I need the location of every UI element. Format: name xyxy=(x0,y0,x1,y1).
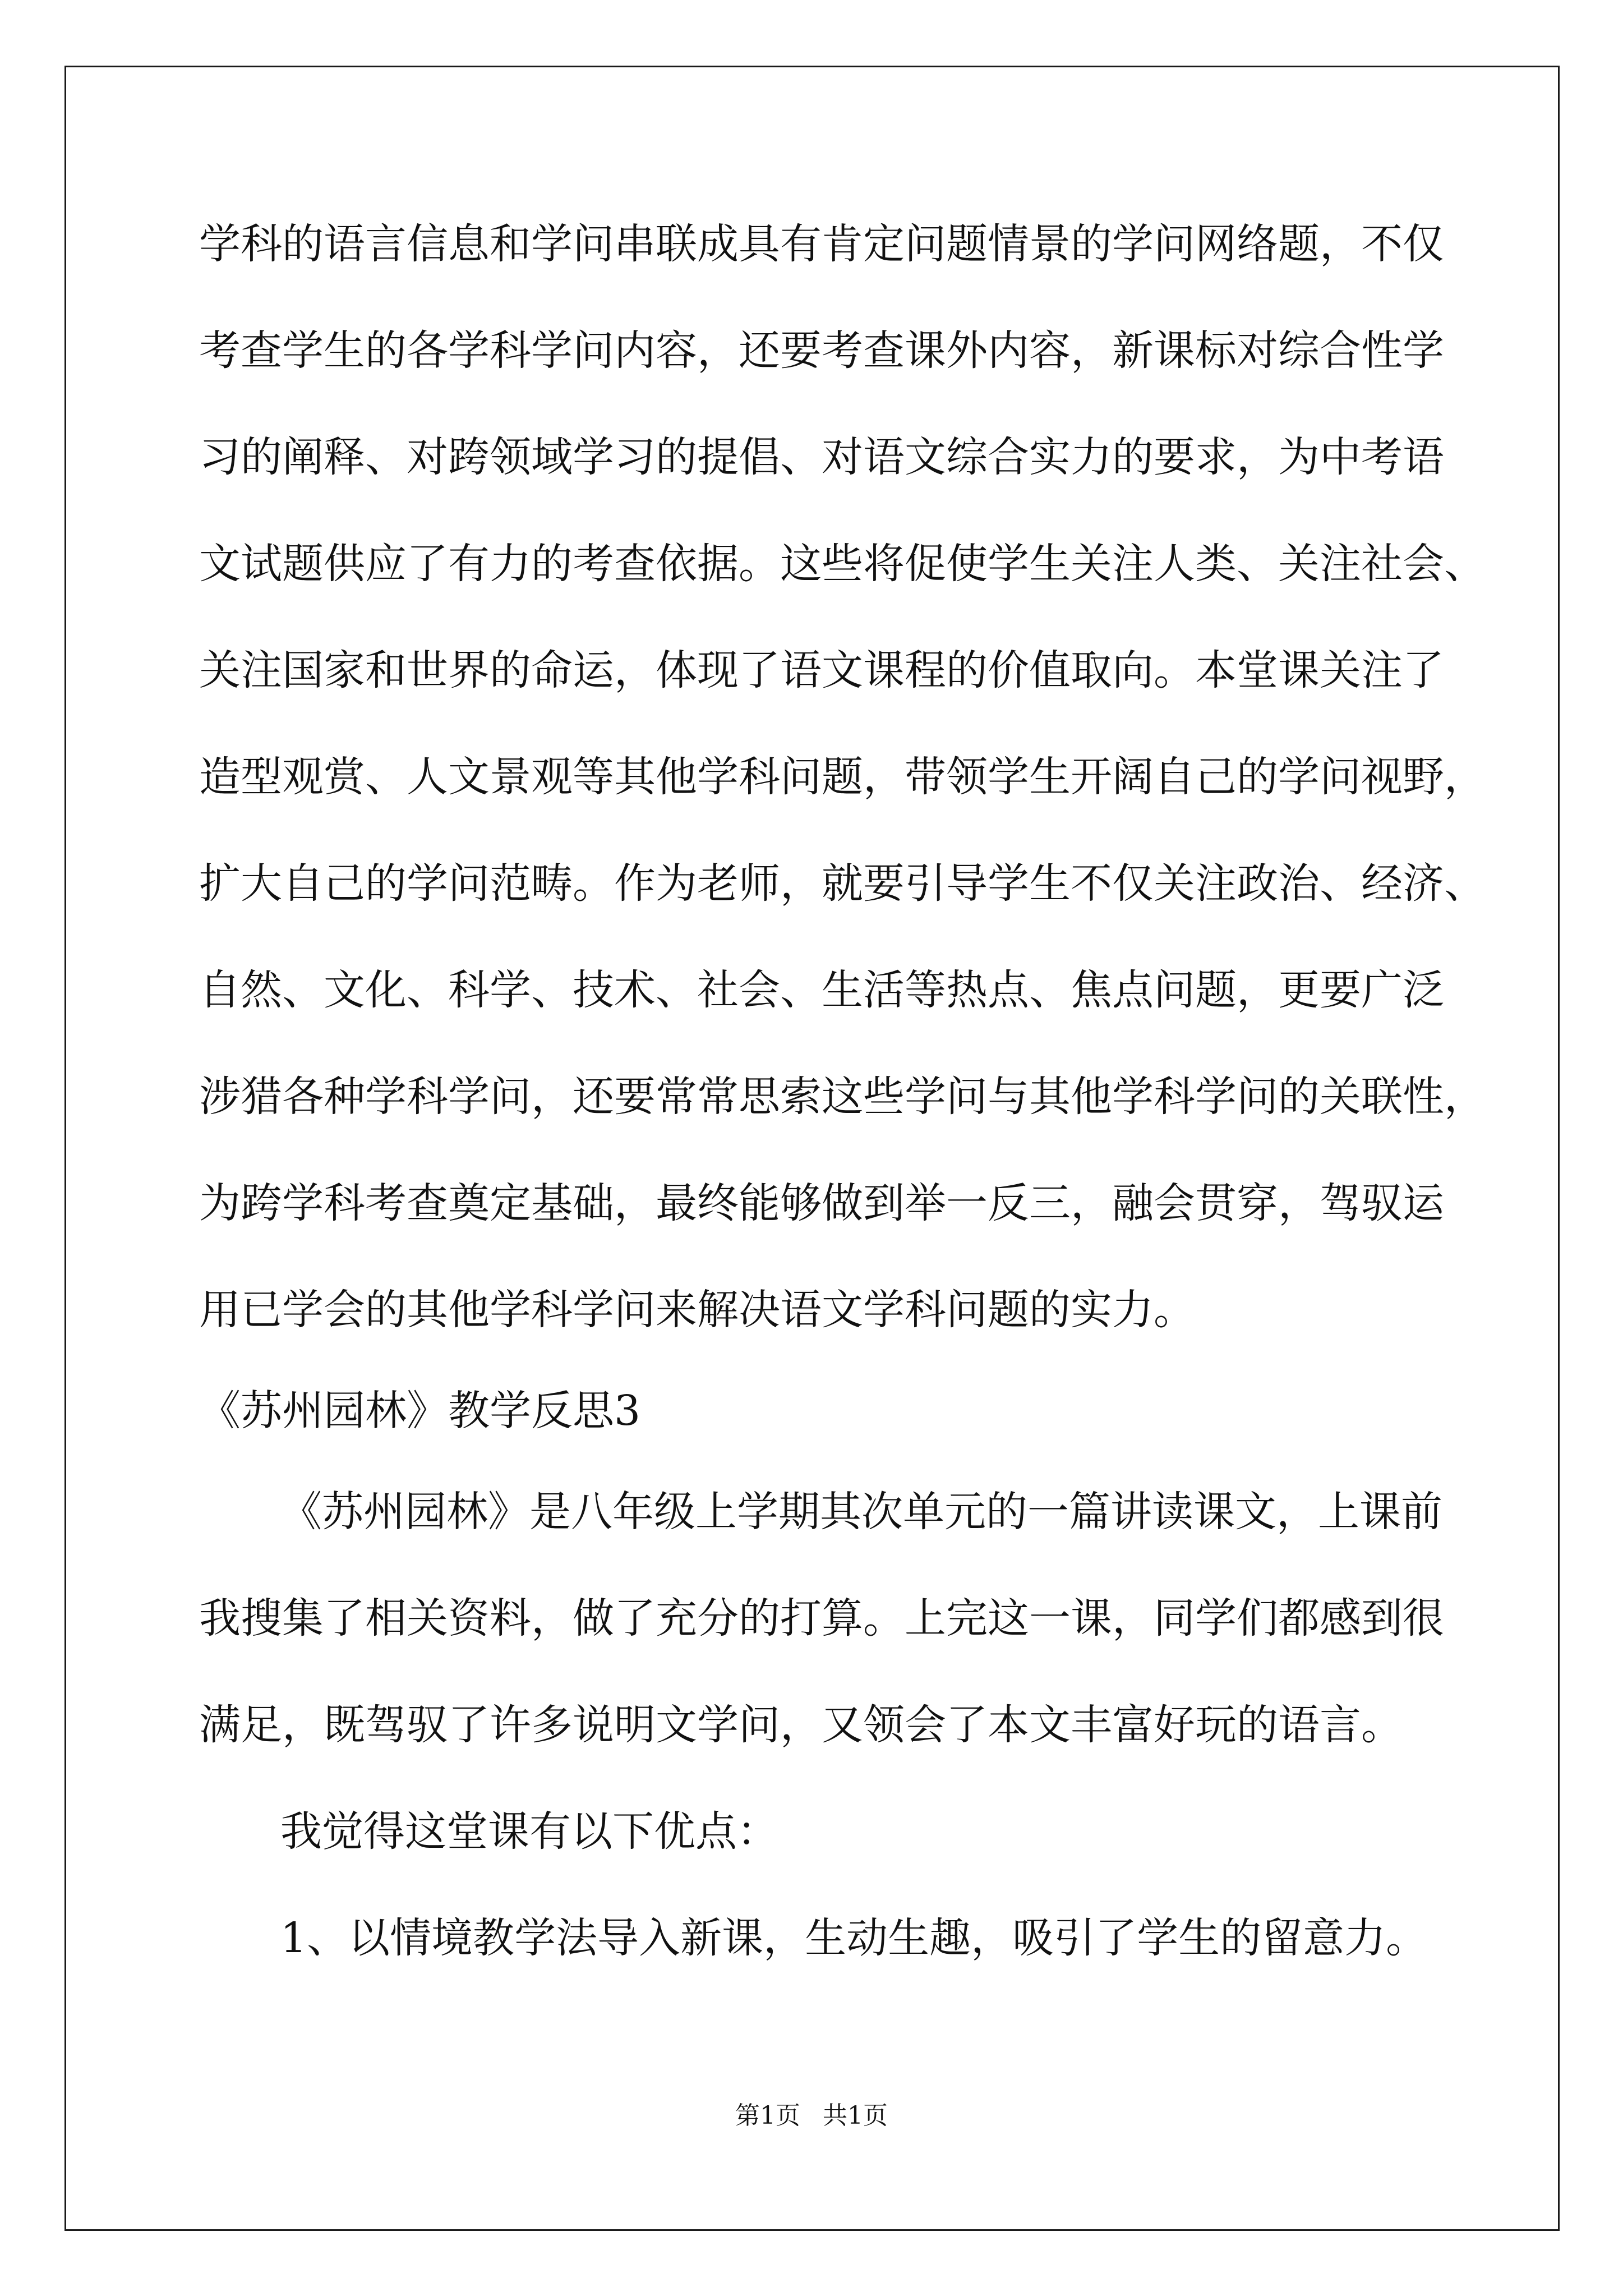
page-number-total: 共1页 xyxy=(823,2101,888,2130)
paragraph-2-line: 满足，既驾驭了许多说明文学问，又领会了本文丰富好玩的语言。 xyxy=(199,1701,1403,1749)
paragraph-1 xyxy=(199,191,1486,1363)
paragraph-1-line: 习的阐释、对跨领域学习的提倡、对语文综合实力的要求，为中考语 xyxy=(199,433,1444,481)
page-footer xyxy=(0,2095,1623,2131)
paragraph-1-line: 为跨学科考查奠定基础，最终能够做到举一反三，融会贯穿，驾驭运 xyxy=(199,1179,1444,1227)
paragraph-1-line: 文试题供应了有力的考查依据。这些将促使学生关注人类、关注社会、 xyxy=(199,540,1486,588)
paragraph-1-line: 造型观赏、人文景观等其他学科问题，带领学生开阔自己的学问视野， xyxy=(199,753,1486,801)
document-body xyxy=(199,191,1486,1991)
paragraph-1-line: 扩大自己的学问范畴。作为老师，就要引导学生不仅关注政治、经济、 xyxy=(199,859,1486,908)
paragraph-1-line: 涉猎各种学科学问，还要常常思索这些学问与其他学科学问的关联性， xyxy=(199,1073,1486,1121)
paragraph-2-line: 《苏州园林》是八年级上学期其次单元的一篇讲读课文，上课前 xyxy=(280,1488,1442,1536)
paragraph-3: 我觉得这堂课有以下优点： xyxy=(280,1807,778,1856)
paragraph-1-line: 考查学生的各学科学问内容，还要考查课外内容，新课标对综合性学 xyxy=(199,326,1444,375)
paragraph-4: 1、以情境教学法导入新课，生动生趣，吸引了学生的留意力。 xyxy=(280,1914,1428,1962)
section-heading: 《苏州园林》教学反思3 xyxy=(199,1387,641,1435)
paragraph-2-line: 我搜集了相关资料，做了充分的打算。上完这一课，同学们都感到很 xyxy=(199,1594,1444,1642)
paragraph-1-line: 用已学会的其他学科学问来解决语文学科问题的实力。 xyxy=(199,1286,1195,1334)
paragraph-1-line: 学科的语言信息和学问串联成具有肯定问题情景的学问网络题，不仅 xyxy=(199,220,1444,268)
paragraph-1-line: 关注国家和世界的命运，体现了语文课程的价值取向。本堂课关注了 xyxy=(199,646,1444,694)
paragraph-2 xyxy=(199,1458,1467,1778)
page-number-current: 第1页 xyxy=(735,2101,800,2130)
paragraph-1-line: 自然、文化、科学、技术、社会、生活等热点、焦点问题，更要广泛 xyxy=(199,966,1444,1014)
